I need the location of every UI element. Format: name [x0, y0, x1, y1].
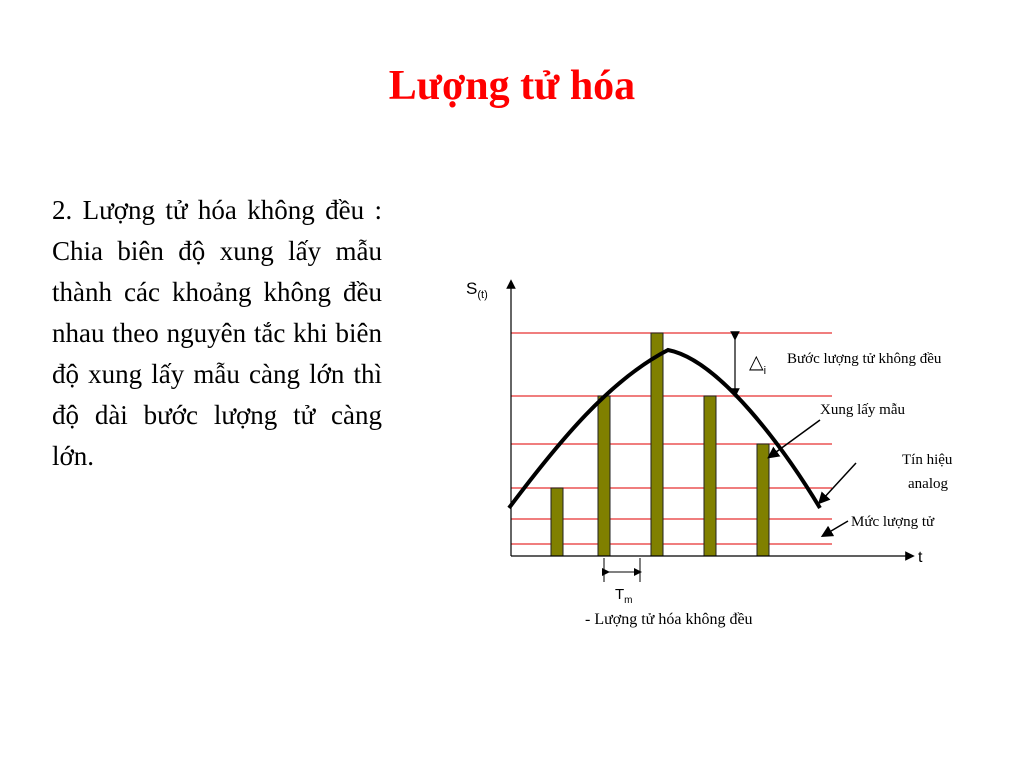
pulse-label: Xung lấy mẫu: [820, 402, 905, 418]
delta-symbol: $\triangle_i$: [749, 352, 767, 377]
analog-label-line2: analog: [908, 476, 948, 492]
sample-pulse: [551, 488, 563, 556]
analog-label-line1: Tín hiệu: [902, 452, 953, 468]
sample-pulse: [704, 396, 716, 556]
analog-signal-curve: [509, 350, 820, 508]
sample-pulse: [757, 444, 769, 556]
level-pointer-line: [826, 521, 848, 534]
level-label: Mức lượng tử: [851, 514, 935, 530]
slide-title: Lượng tử hóa: [388, 63, 636, 109]
analog-pointer-line: [822, 463, 856, 500]
diagram-caption: - Lượng tử hóa không đều: [585, 611, 753, 628]
pulse-pointer-line: [772, 420, 820, 455]
x-axis-label: t: [918, 549, 923, 566]
tm-label: $T_m$: [615, 586, 633, 606]
sample-pulse: [651, 333, 663, 556]
delta-label: Bước lượng tử không đều: [787, 351, 942, 367]
y-axis-label: $S_{(t)}$: [466, 279, 488, 301]
slide-body-text: 2. Lượng tử hóa không đều : Chia biên độ xung lấy mẫu thành các khoảng không đều nhau theo nguyên tắc khi biên độ xung lấy mẫu càng lớn thì độ dài bước lượng tử càng lớn.: [52, 195, 382, 471]
sample-pulse: [598, 396, 610, 556]
